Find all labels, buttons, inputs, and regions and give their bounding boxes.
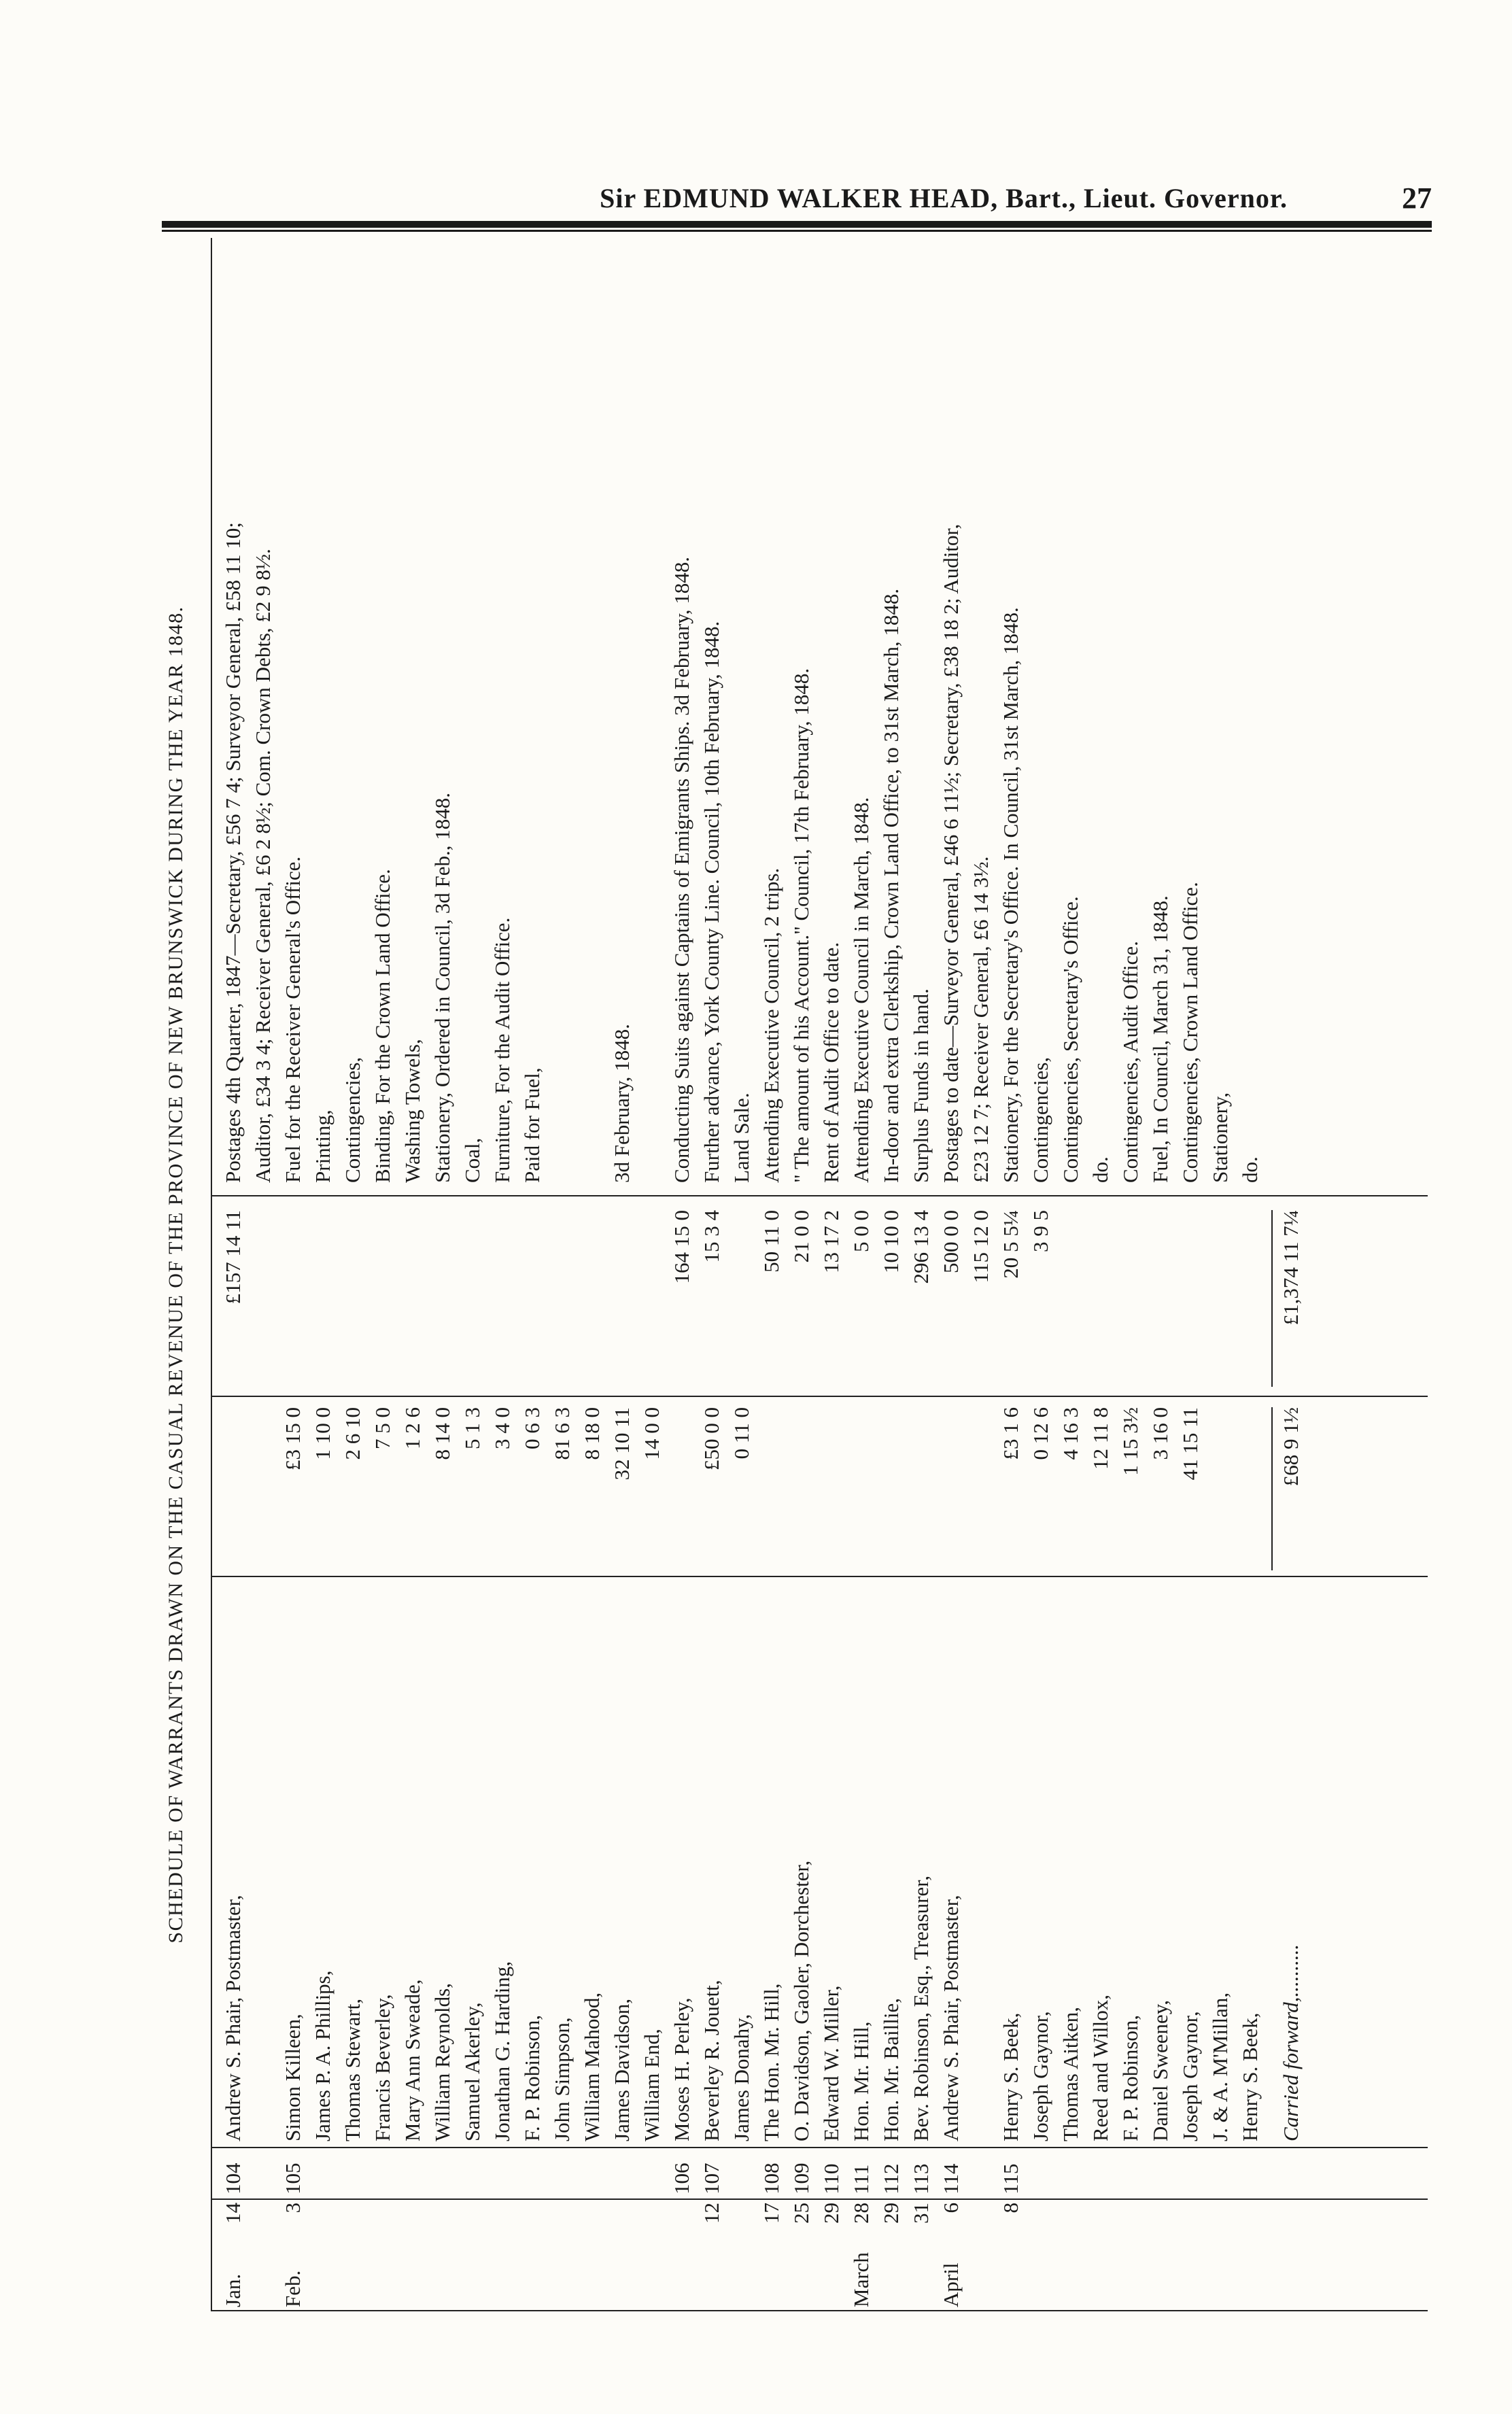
cell-name: Simon Killeen,	[281, 2014, 305, 2141]
table-row	[1178, 238, 1203, 2311]
cell-name: William End,	[640, 2029, 664, 2141]
table-row	[310, 238, 336, 2311]
total-rule	[1271, 1407, 1273, 1570]
cell-desc: Binding, For the Crown Land Office.	[371, 869, 394, 1183]
table-row	[220, 238, 246, 2311]
cell-desc: Postages 4th Quarter, 1847—Secretary, £56 7 4; Surveyor General, £58 11 10;	[221, 522, 245, 1183]
cell-sub: 1 2 6	[400, 1407, 424, 1449]
cell-name: Jonathan G. Harding,	[490, 1961, 514, 2141]
cell-total: 115 12 0	[969, 1210, 993, 1283]
cell-no: 111	[849, 2164, 873, 2194]
cell-desc: In-door and extra Clerkship, Crown Land Office, to 31st March, 1848.	[879, 588, 903, 1183]
cell-sub: 5 1 3	[460, 1407, 484, 1449]
carried-forward-row	[1278, 238, 1304, 2311]
cell-no: 106	[670, 2162, 693, 2194]
cell-desc: do.	[1238, 1156, 1262, 1183]
cell-name: F. P. Robinson,	[1118, 2014, 1142, 2141]
cell-no: 110	[819, 2163, 843, 2194]
cell-desc: Conducting Suits against Captains of Emigrants Ships. 3d February, 1848.	[670, 556, 693, 1183]
table-row	[1207, 238, 1233, 2311]
cell-name: Henry S. Beek,	[1238, 2012, 1262, 2141]
cell-no: 105	[281, 2162, 305, 2194]
cell-desc: Paid for Fuel,	[520, 1067, 544, 1183]
cell-desc: Attending Executive Council in March, 1848.	[849, 797, 873, 1183]
cell-sub: 0 12 6	[1029, 1407, 1052, 1460]
cell-sub: 32 10 11	[610, 1407, 634, 1481]
table-row	[489, 238, 515, 2311]
cell-name: F. P. Robinson,	[520, 2014, 544, 2141]
cell-day: 17	[759, 2203, 783, 2224]
cell-name: James Donahy,	[729, 2014, 753, 2141]
cell-total: £157 14 11	[221, 1210, 245, 1305]
cell-desc: Attending Executive Council, 2 trips.	[759, 867, 783, 1183]
table-row	[1088, 238, 1114, 2311]
schedule-title: SCHEDULE OF WARRANTS DRAWN ON THE CASUAL REVENUE OF THE PROVINCE OF NEW BRUNSWICK DURING THE YEAR 1848.	[165, 606, 187, 1944]
cell-sub: £3 15 0	[281, 1407, 305, 1470]
cell-name: James P. A. Phillips,	[311, 1970, 334, 2141]
cell-total: 20 5 5¼	[999, 1210, 1023, 1279]
table-row	[1237, 238, 1263, 2311]
cell-desc: Further advance, York County Line. Council, 10th February, 1848.	[700, 621, 723, 1183]
table-row	[370, 238, 396, 2311]
cell-total: 10 10 0	[879, 1210, 903, 1273]
cell-month: Feb.	[281, 2270, 305, 2307]
cell-name: William Mahood,	[580, 1992, 604, 2141]
cell-desc: Land Sale.	[729, 1092, 753, 1183]
cell-name: Hon. Mr. Hill,	[849, 2021, 873, 2141]
cell-desc: Contingencies, Secretary's Office.	[1059, 896, 1082, 1183]
cell-sub: 2 6 10	[341, 1407, 364, 1460]
cell-desc: Contingencies, Audit Office.	[1118, 941, 1142, 1183]
cell-day: 31	[909, 2203, 933, 2224]
cell-total: 21 0 0	[789, 1210, 813, 1263]
cell-name: William Reynolds,	[430, 1983, 454, 2141]
cell-day: 29	[819, 2203, 843, 2224]
cell-name: The Hon. Mr. Hill,	[759, 1983, 783, 2141]
table-row	[430, 238, 456, 2311]
table-row	[819, 238, 844, 2311]
table-row	[609, 238, 635, 2311]
cell-sub: 41 15 11	[1178, 1407, 1202, 1481]
cell-name: Bev. Robinson, Esq., Treasurer,	[909, 1875, 933, 2141]
cell-name: John Simpson,	[550, 2017, 574, 2141]
table-row	[460, 238, 485, 2311]
cell-total: 13 17 2	[819, 1210, 843, 1273]
cell-desc: Stationery, For the Secretary's Office. In Council, 31st March, 1848.	[999, 607, 1023, 1183]
schedule-table	[211, 238, 1428, 2311]
carried-forward-label: Carried forward,..........	[1279, 1944, 1303, 2141]
cell-month: March	[849, 2252, 873, 2307]
table-row	[908, 238, 934, 2311]
cell-day: 3	[281, 2203, 305, 2213]
cell-desc: Surplus Funds in hand.	[909, 988, 933, 1183]
cell-desc: 3d February, 1848.	[610, 1024, 634, 1183]
table-row	[998, 238, 1024, 2311]
cell-sub: 0 11 0	[729, 1407, 753, 1460]
cell-desc: Postages to date—Surveyor General, £46 6 11½; Secretary, £38 18 2; Auditor,	[939, 523, 963, 1183]
cell-no: 114	[939, 2163, 963, 2194]
cell-month: Jan.	[221, 2273, 245, 2307]
cell-desc: £23 12 7; Receiver General, £6 14 3½.	[969, 856, 993, 1183]
table-row	[699, 238, 725, 2311]
cell-total: 5 0 0	[849, 1210, 873, 1252]
cell-month: April	[939, 2262, 963, 2307]
table-row	[250, 238, 276, 2311]
cell-sub: 3 4 0	[490, 1407, 514, 1449]
cell-desc: " The amount of his Account." Council, 17th February, 1848.	[789, 668, 813, 1183]
cell-desc: do.	[1088, 1156, 1112, 1183]
cell-name: Thomas Stewart,	[341, 1998, 364, 2141]
table-row	[1028, 238, 1054, 2311]
cell-name: Thomas Aitken,	[1059, 2006, 1082, 2141]
carried-forward-sub: £68 9 1½	[1279, 1407, 1303, 1487]
table-row	[280, 238, 306, 2311]
page-number: 27	[1402, 182, 1432, 215]
cell-name: Beverley R. Jouett,	[700, 1980, 723, 2141]
table-row	[1118, 238, 1144, 2311]
cell-no: 109	[789, 2162, 813, 2194]
header-rule	[162, 221, 1432, 228]
cell-name: Joseph Gaynor,	[1178, 2011, 1202, 2141]
table-row	[340, 238, 366, 2311]
table-row	[519, 238, 545, 2311]
cell-desc: Contingencies,	[341, 1056, 364, 1183]
cell-name: Henry S. Beek,	[999, 2012, 1023, 2141]
table-row	[789, 238, 814, 2311]
cell-no: 104	[221, 2162, 245, 2194]
table-row	[938, 238, 964, 2311]
cell-name: Reed and Willox,	[1088, 1994, 1112, 2141]
cell-day: 8	[999, 2203, 1023, 2213]
table-row	[579, 238, 605, 2311]
cell-name: Moses H. Perley,	[670, 1997, 693, 2141]
header-rule-thin	[162, 230, 1432, 232]
cell-day: 29	[879, 2203, 903, 2224]
table-row	[848, 238, 874, 2311]
cell-name: Samuel Akerley,	[460, 2002, 484, 2141]
cell-sub: 81 6 3	[550, 1407, 574, 1460]
table-top-rule	[211, 238, 212, 2311]
cell-sub: 3 16 0	[1148, 1407, 1172, 1460]
cell-name: Andrew S. Phair, Postmaster,	[939, 1895, 963, 2141]
cell-total: 500 0 0	[939, 1210, 963, 1273]
cell-name: Edward W. Miller,	[819, 1985, 843, 2141]
cell-no: 108	[759, 2162, 783, 2194]
cell-sub: 8 18 0	[580, 1407, 604, 1460]
total-rule	[1271, 1210, 1273, 1387]
cell-sub: 1 10 0	[311, 1407, 334, 1460]
cell-sub: 0 6 3	[520, 1407, 544, 1449]
cell-sub: £3 1 6	[999, 1407, 1023, 1460]
cell-name: Mary Ann Sweade,	[400, 1979, 424, 2141]
rotated-schedule	[163, 238, 1434, 2311]
cell-desc: Contingencies, Crown Land Office.	[1178, 882, 1202, 1183]
cell-no: 112	[879, 2163, 903, 2194]
cell-desc: Printing,	[311, 1109, 334, 1183]
cell-no: 107	[700, 2162, 723, 2194]
cell-day: 12	[700, 2203, 723, 2224]
cell-name: J. & A. M'Millan,	[1208, 1992, 1232, 2141]
cell-day: 25	[789, 2203, 813, 2224]
table-row	[878, 238, 904, 2311]
cell-total: 3 9 5	[1029, 1210, 1052, 1252]
running-head: Sir EDMUND WALKER HEAD, Bart., Lieut. Governor.	[600, 183, 1288, 213]
cell-sub: 1 15 3½	[1118, 1407, 1142, 1476]
cell-day: 6	[939, 2203, 963, 2213]
cell-sub: 8 14 0	[430, 1407, 454, 1460]
cell-name: O. Davidson, Gaoler, Dorchester,	[789, 1860, 813, 2141]
cell-day: 14	[221, 2203, 245, 2224]
cell-desc: Coal,	[460, 1137, 484, 1183]
table-row	[759, 238, 785, 2311]
cell-total: 164 15 0	[670, 1210, 693, 1284]
table-row	[549, 238, 575, 2311]
cell-name: Francis Beverley,	[371, 1994, 394, 2141]
cell-name: Daniel Sweeney,	[1148, 1999, 1172, 2141]
cell-name: James Davidson,	[610, 1998, 634, 2141]
cell-sub: 4 16 3	[1059, 1407, 1082, 1460]
cell-total: 15 3 4	[700, 1210, 723, 1263]
cell-sub: 7 5 0	[371, 1407, 394, 1449]
table-row	[968, 238, 994, 2311]
cell-desc: Rent of Audit Office to date.	[819, 942, 843, 1183]
cell-desc: Furniture, For the Audit Office.	[490, 917, 514, 1183]
cell-no: 113	[909, 2163, 933, 2194]
cell-day: 28	[849, 2203, 873, 2224]
table-row	[1148, 238, 1173, 2311]
table-row	[1058, 238, 1084, 2311]
cell-total: 50 11 0	[759, 1210, 783, 1273]
carried-forward-total: £1,374 11 7¼	[1279, 1210, 1303, 1326]
cell-sub: £50 0 0	[700, 1407, 723, 1470]
cell-desc: Fuel for the Receiver General's Office.	[281, 856, 305, 1183]
cell-desc: Stationery,	[1208, 1092, 1232, 1183]
table-row	[400, 238, 426, 2311]
cell-name: Andrew S. Phair, Postmaster,	[221, 1895, 245, 2141]
table-row	[639, 238, 665, 2311]
cell-name: Joseph Gaynor,	[1029, 2011, 1052, 2141]
cell-desc: Washing Towels,	[400, 1039, 424, 1183]
cell-desc: Stationery, Ordered in Council, 3d Feb., 1848.	[430, 793, 454, 1183]
cell-desc: Auditor, £34 3 4; Receiver General, £6 2 8½; Com. Crown Debts, £2 9 8½.	[251, 549, 275, 1183]
cell-desc: Fuel, In Council, March 31, 1848.	[1148, 895, 1172, 1183]
page-header	[0, 0, 1512, 224]
cell-desc: Contingencies,	[1029, 1056, 1052, 1183]
cell-sub: 12 11 8	[1088, 1407, 1112, 1470]
cell-no: 115	[999, 2163, 1023, 2194]
cell-total: 296 13 4	[909, 1210, 933, 1284]
cell-name: Hon. Mr. Baillie,	[879, 1998, 903, 2141]
cell-sub: 14 0 0	[640, 1407, 664, 1460]
table-row	[729, 238, 755, 2311]
table-row	[669, 238, 695, 2311]
